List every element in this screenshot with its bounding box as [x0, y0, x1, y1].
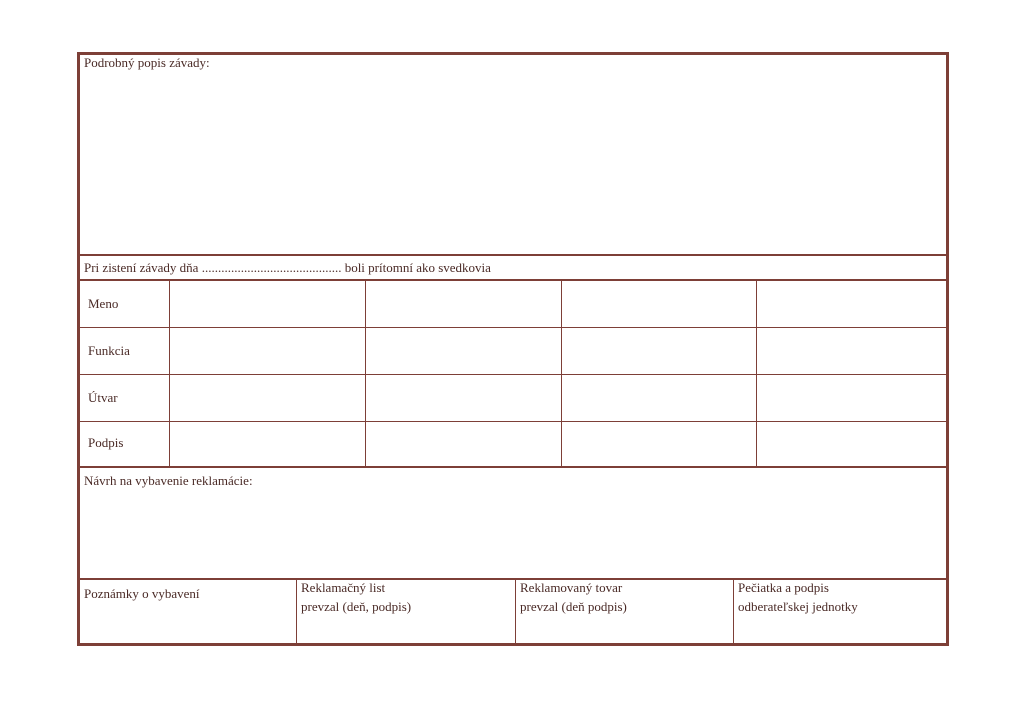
witness-cell[interactable] — [365, 422, 561, 466]
witness-cell[interactable] — [169, 375, 365, 421]
witness-line-suffix: boli prítomní ako svedkovia — [344, 260, 491, 275]
defect-description-label: Podrobný popis závady: — [84, 55, 210, 70]
witness-cell[interactable] — [756, 422, 946, 466]
witness-line-text — [84, 260, 491, 276]
witness-cell[interactable] — [169, 281, 365, 327]
witness-cell[interactable] — [365, 375, 561, 421]
witness-cell[interactable] — [365, 328, 561, 374]
row-label-signature: Podpis — [88, 435, 124, 450]
witness-cell[interactable] — [561, 422, 756, 466]
complaint-form — [77, 52, 949, 646]
witness-cell[interactable] — [169, 422, 365, 466]
witness-cell[interactable] — [756, 328, 946, 374]
settlement-notes-cell[interactable] — [80, 580, 296, 643]
witness-cell[interactable] — [756, 375, 946, 421]
stamp-label-line2: odberateľskej jednotky — [738, 599, 858, 614]
witness-cell[interactable] — [561, 281, 756, 327]
settlement-notes-label: Poznámky o vybavení — [84, 586, 200, 601]
claimed-goods-label-line2: prevzal (deň podpis) — [520, 599, 627, 614]
claimed-goods-label-line1: Reklamovaný tovar — [520, 580, 623, 595]
settlement-proposal-label: Návrh na vybavenie reklamácie: — [84, 473, 253, 488]
witness-cell[interactable] — [561, 328, 756, 374]
witness-row-name — [80, 281, 946, 328]
witness-row-department — [80, 375, 946, 422]
witness-row-signature — [80, 422, 946, 466]
witness-table — [80, 281, 946, 468]
row-label-function: Funkcia — [88, 343, 130, 358]
complaint-sheet-received-cell[interactable] — [296, 580, 515, 643]
settlement-proposal-section[interactable] — [80, 468, 946, 580]
claimed-goods-received-cell[interactable] — [515, 580, 733, 643]
witness-cell[interactable] — [365, 281, 561, 327]
stamp-signature-cell[interactable] — [733, 580, 946, 643]
defect-description-section[interactable] — [80, 55, 946, 256]
witness-date-line — [80, 256, 946, 281]
witness-cell[interactable] — [756, 281, 946, 327]
complaint-sheet-label-line2: prevzal (deň, podpis) — [301, 599, 412, 614]
witness-cell[interactable] — [169, 328, 365, 374]
complaint-sheet-label-line1: Reklamačný list — [301, 580, 386, 595]
witness-line-prefix: Pri zistení závady dňa — [84, 260, 199, 275]
footer-row — [80, 580, 946, 643]
row-label-department: Útvar — [88, 390, 118, 405]
stamp-label-line1: Pečiatka a podpis — [738, 580, 829, 595]
witness-cell[interactable] — [561, 375, 756, 421]
witness-row-function — [80, 328, 946, 375]
date-fill-dots[interactable]: ........................................... — [201, 260, 342, 275]
row-label-name: Meno — [88, 296, 119, 311]
